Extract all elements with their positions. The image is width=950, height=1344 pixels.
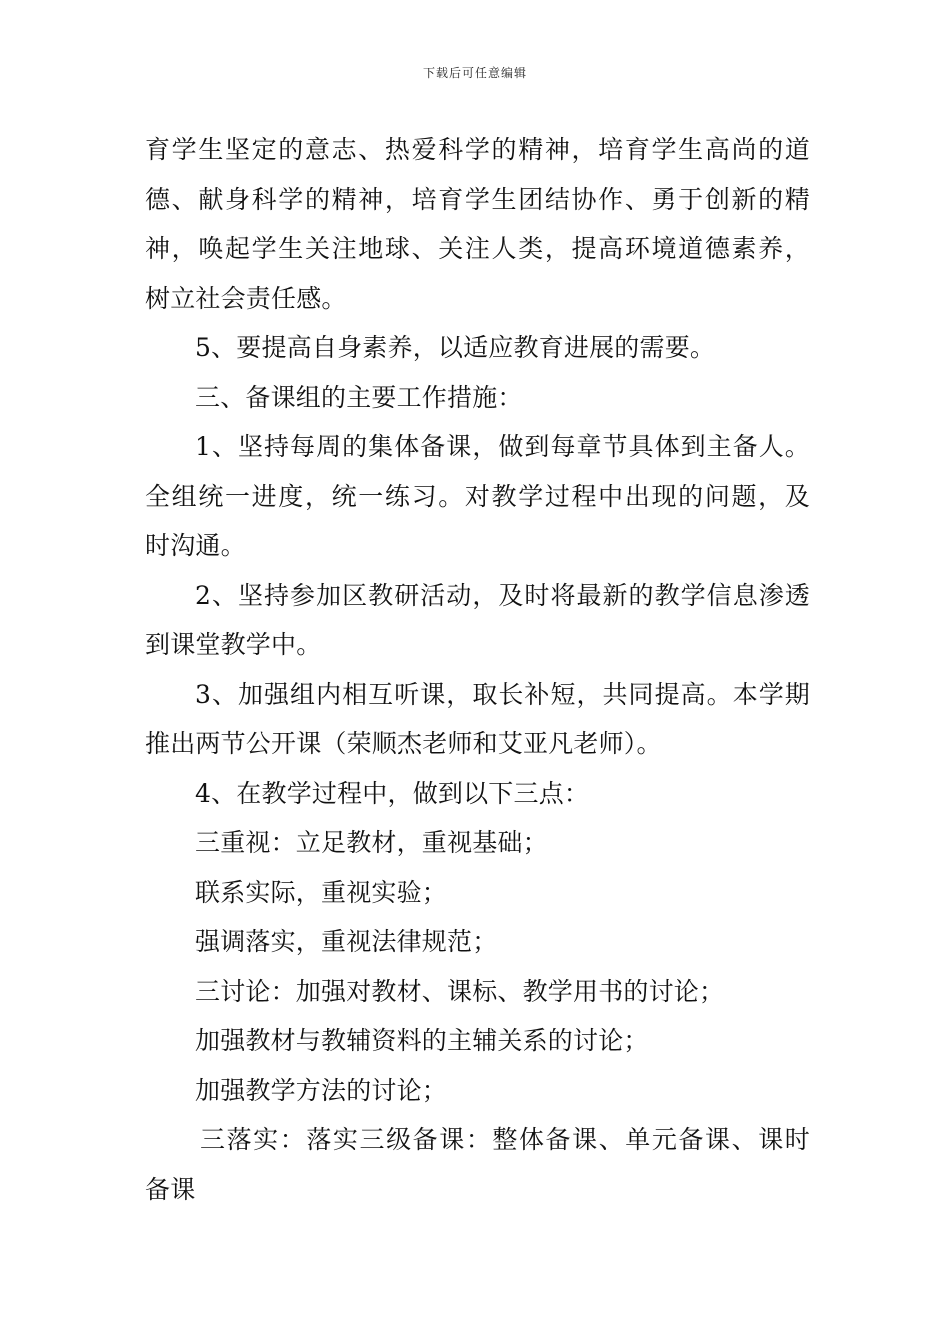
section-heading: 三、备课组的主要工作措施： [195,382,523,412]
text-line: 育学生坚定的意志、热爱科学的精神，培育学生高尚的道 [145,135,810,164]
text-line: 加强教材与教辅资料的主辅关系的讨论； [195,1026,649,1055]
text-line: 推出两节公开课（荣顺杰老师和艾亚凡老师）。 [145,729,662,758]
page-header: 下载后可任意编辑 [422,66,527,80]
text-line: 三讨论：加强对教材、课标、教学用书的讨论； [195,976,725,1006]
text-line: 联系实际，重视实验； [195,877,448,907]
text-line: 时沟通。 [145,531,246,560]
document-body [145,125,810,1214]
text-line: 3、加强组内相互听课，取长补短，共同提高。本学期 [195,679,810,709]
text-line: 1、坚持每周的集体备课，做到每章节具体到主备人。 [195,432,810,461]
text-line: 5、要提高自身素养，以适应教育进展的需要。 [195,333,716,362]
text-line: 2、坚持参加区教研活动，及时将最新的教学信息渗透 [195,580,810,610]
text-line: 树立社会责任感。 [145,283,347,313]
text-line: 三落实：落实三级备课：整体备课、单元备课、课时 [200,1125,810,1154]
text-line: 德、献身科学的精神，培育学生团结协作、勇于创新的精 [145,184,810,214]
text-line: 4、在教学过程中，做到以下三点： [195,778,590,808]
text-line: 三重视：立足教材，重视基础； [195,828,548,857]
text-line: 神，唤起学生关注地球、关注人类，提高环境道德素养， [145,234,810,263]
text-line: 强调落实，重视法律规范； [195,927,498,956]
text-line: 全组统一进度，统一练习。对教学过程中出现的问题，及 [145,481,810,511]
text-line: 加强教学方法的讨论； [195,1075,448,1105]
text-line: 到课堂教学中。 [145,630,322,659]
text-line: 备课 [145,1174,196,1204]
